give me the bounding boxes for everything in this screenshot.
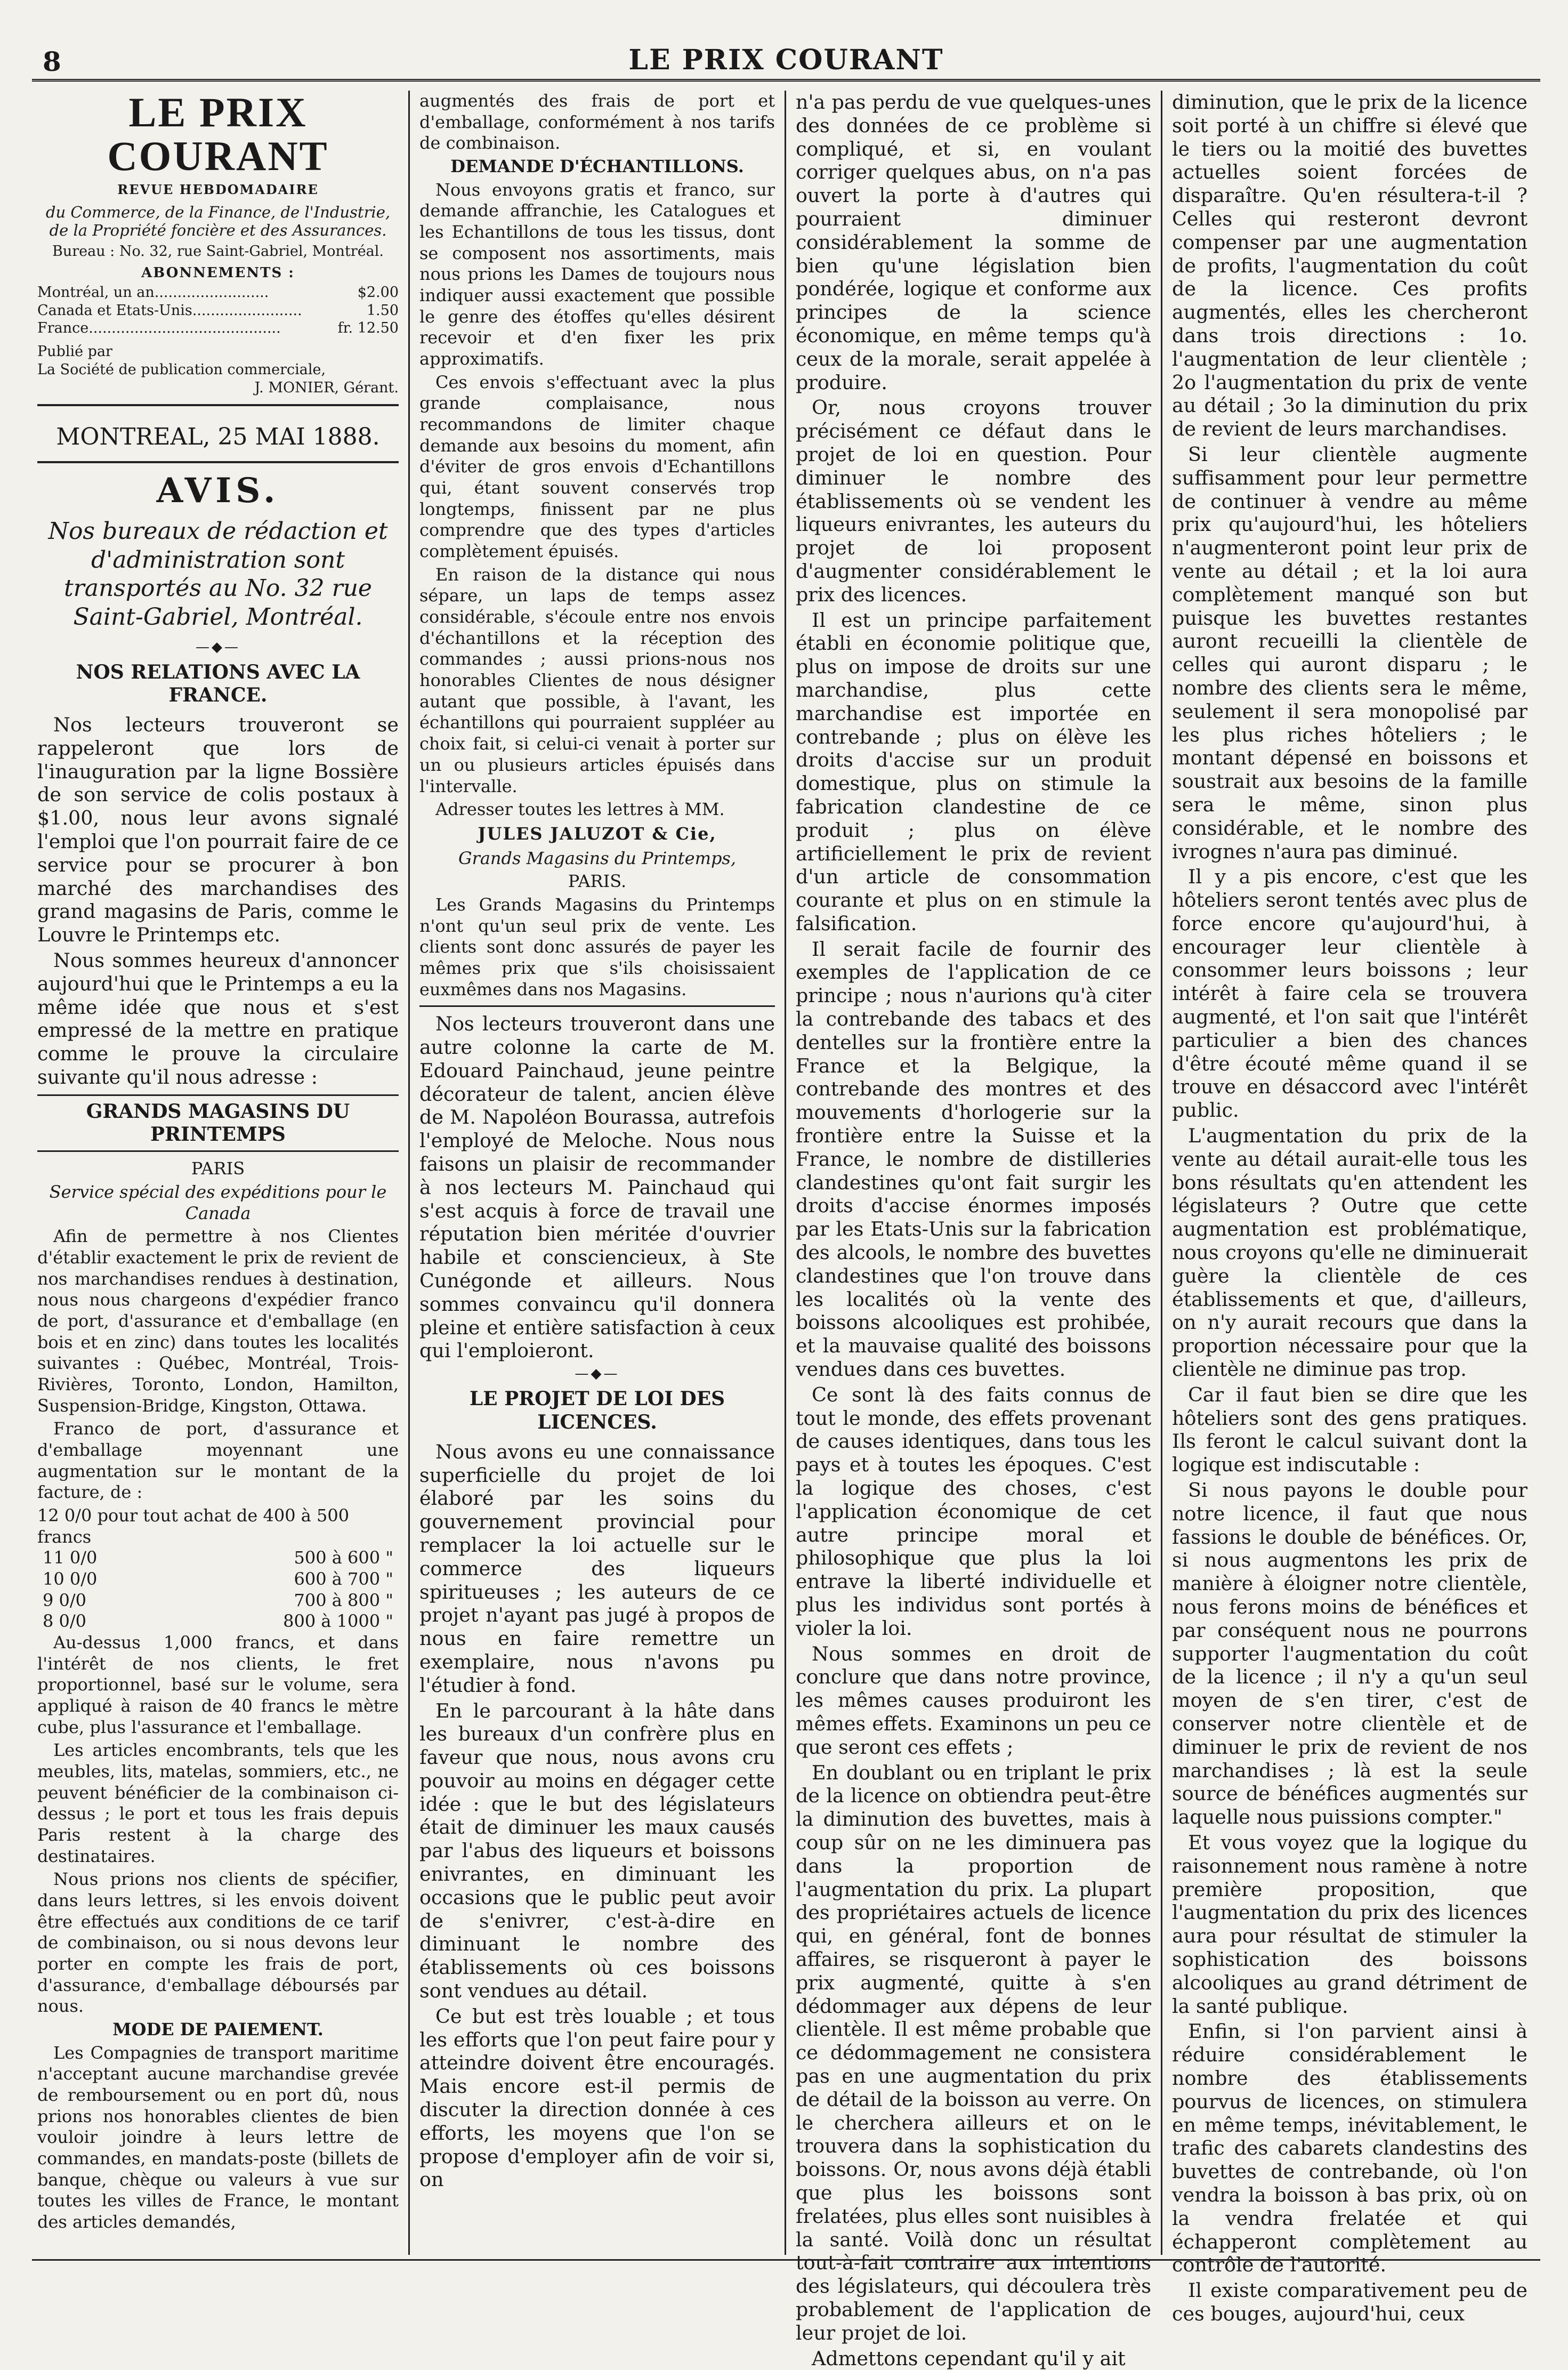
rate-table-row — [37, 1547, 399, 1569]
article-paragraph: Il est un principe parfaitement établi en économie politique que, plus on impose de droits sur une marchandise, plus cette marchandise est importée en contrebande ; plus on élève les droits d'accise sur un produit domestique, plus on stimule la fabrication clandestine de ce produit ; plus on élève artificiellement le prix de revient d'un article de consommation courante et plus on en stimule la falsification. — [796, 609, 1151, 936]
rate-place: Montréal, un an......................... — [37, 284, 269, 302]
rate-range: 500 à 600 " — [294, 1547, 393, 1569]
article-paragraph: Les Grands Magasins du Printemps n'ont qu'un seul prix de vente. Les clients sont donc assurés de payer les mêmes prix que s'ils choisissaient euxmêmes dans nos Magasins. — [419, 894, 775, 1000]
article-paragraph: Nous sommes en droit de conclure que dans notre province, les mêmes causes produiront les mêmes effets. Examinons un peu ce que seront ces effets ; — [796, 1642, 1151, 1759]
separator: —◆— — [419, 1366, 775, 1382]
article-paragraph: Si leur clientèle augmente suffisamment pour leur permettre de continuer à vendre au même prix qu'aujourd'hui, les hôteliers n'augmenteront point leur prix de vente au détail ; et la loi aura complètement manqué son but puisque les buvettes restantes auront recueilli la clientèle de celles qui auront disparu ; le nombre des clients sera le même, seulement il sera monopolisé par les plus riches hôteliers ; le montant dépensé en boissons et soustrait aux besoins de la famille sera le même, sinon plus considérable, et le nombre des ivrognes n'aura pas diminué. — [1172, 443, 1527, 863]
relations-paragraph: Nos lecteurs trouveront se rappeleront que lors de l'inauguration par la ligne Bossière de son service de colis postaux à $1.00, nous leur avons signalé l'emploi que l'on pourrait faire de ce service pour se procurer à bon marché des marchandises des grand magasins de Paris, comme le Louvre le Printemps etc. — [37, 713, 399, 947]
article-paragraph: Ce but est très louable ; et tous les efforts que l'on peut faire pour y atteindre doivent être encouragés. Mais encore est-il permis de discuter la direction donnée à ces efforts, les moyens que l'on se propose d'employer afin de voir si, on — [419, 2005, 775, 2191]
bottom-rule — [32, 2259, 1540, 2261]
grands-paragraph: Franco de port, d'assurance et d'emballage moyennant une augmentation sur le montant de la facture, de : — [37, 1418, 399, 1503]
grands-paragraph: Au-dessus 1,000 francs, et dans l'intérêt de nos clients, le fret proportionnel, basé sur le volume, sera appliqué à raison de 40 francs le mètre cube, plus l'assurance et l'emballage. — [37, 1632, 399, 1738]
rate-place: France.......................................... — [37, 319, 281, 337]
rate-pct: 12 0/0 pour tout achat de 400 à 500 francs — [37, 1505, 399, 1547]
rate-row — [37, 319, 399, 337]
masthead-title: LE PRIX COURANT — [37, 91, 399, 178]
article-paragraph: L'augmentation du prix de la vente au détail aurait-elle tous les bons résultats qu'en attendent les législateurs ? Outre que cette augmentation est problématique, nous croyons qu'elle ne diminuerait guère la clientèle de ces établissements et que, d'ailleurs, on n'y aurait recours que dans la proportion nécessaire pour que la clientèle ne diminue pas trop. — [1172, 1124, 1527, 1381]
avis-title: AVIS. — [37, 471, 399, 512]
column-1 — [32, 91, 408, 2255]
grands-paragraph: Nous prions nos clients de spécifier, dans leurs lettres, si les envois doivent être effectués aux conditions de ce tarif de combinaison, ou si nous devons leur porter en compte les frais de port, d'assurance, d'emballage déboursés par nous. — [37, 1869, 399, 2017]
rate-place: Canada et Etats-Unis........................ — [37, 302, 302, 320]
article-paragraph: Il serait facile de fournir des exemples de l'application de ce principe ; nous n'aurions qu'à citer la contrebande des tabacs et des dentelles sur la frontière entre la France et la Belgique, la contrebande des montres et des mouvements d'horlogerie sur la frontière entre la Suisse et la France, le nombre de distilleries clandestines qu'ont fait surgir les droits d'accise énormes imposés par les Etats-Unis sur la fabrication des alcools, le nombre des buvettes clandestines que l'on trouve dans les localités où la vente des boissons alcooliques est prohibée, et la mauvaise qualité des boissons vendues dans ces buvettes. — [796, 938, 1151, 1381]
rate-price: fr. 12.50 — [338, 319, 399, 337]
rate-pct: 11 0/0 — [43, 1547, 97, 1569]
projet-loi-title: LE PROJET DE LOI DES LICENCES. — [419, 1388, 775, 1433]
rate-table-row — [37, 1505, 399, 1547]
rate-row — [37, 284, 399, 302]
article-paragraph: Si nous payons le double pour notre licence, il faut que nous fassions le double de bénéfices. Or, si nous augmentons les prix de manière à éloigner notre clientèle, nous ferons moins de bénéfices et par conséquent nous ne pourrons supporter l'augmentation du coût de la licence ; il n'y a qu'un seul moyen de s'en tirer, c'est de conserver notre clientèle et de diminuer le prix de revient de nos marchandises ; là est la seule source de bénéfices augmentés sur laquelle nous puissions compter." — [1172, 1479, 1527, 1829]
column-4 — [1161, 91, 1537, 2255]
rate-table-row — [37, 1569, 399, 1590]
column-2 — [408, 91, 785, 2255]
relations-title: NOS RELATIONS AVEC LA FRANCE. — [37, 661, 399, 707]
rate-price: 1.50 — [367, 302, 399, 320]
article-paragraph: Il y a pis encore, c'est que les hôteliers seront tentés avec plus de force encore qu'aujourd'hui, à encourager leur clientèle à consommer leurs boissons ; leur intérêt à faire cela se trouvera augmenté, et l'on sait que l'intérêt particulier a bien des chances d'être écouté même quand il se trouve en désaccord avec l'intérêt public. — [1172, 865, 1527, 1122]
article-paragraph: Admettons cependant qu'il y ait — [796, 2347, 1151, 2370]
mode-paiement-title: MODE DE PAIEMENT. — [37, 2019, 399, 2041]
publisher-info — [37, 343, 399, 397]
grands-city: PARIS — [37, 1158, 399, 1180]
grands-paragraph: Afin de permettre à nos Clientes d'établir exactement le prix de revient de nos marchandises rendues à destination, nous nous chargeons d'expédier franco de port, d'assurance et d'emballage (en bois et en zinc) dans toutes les localités suivantes : Québec, Montréal, Trois-Rivières, Toronto, London, Hamilton, Suspension-Bridge, Kingston, Ottawa. — [37, 1226, 399, 1416]
rate-range: 700 à 800 " — [294, 1590, 393, 1611]
rate-table-row — [37, 1590, 399, 1611]
separator — [419, 1005, 775, 1007]
masthead-description: du Commerce, de la Finance, de l'Industrie, de la Propriété foncière et des Assurances. — [37, 203, 399, 240]
rate-row — [37, 302, 399, 320]
article-paragraph: augmentés des frais de port et d'emballage, conformément à nos tarifs de combinaison. — [419, 91, 775, 154]
article-paragraph: Il existe comparativement peu de ces bouges, aujourd'hui, ceux — [1172, 2279, 1527, 2326]
running-title: LE PRIX COURANT — [32, 44, 1540, 76]
article-paragraph: Car il faut bien se dire que les hôteliers sont des gens pratiques. Ils feront le calcul suivant dont la logique est indiscutable : — [1172, 1383, 1527, 1477]
relations-paragraph: Nous sommes heureux d'annoncer aujourd'hui que le Printemps a eu la même idée que nous et s'est empressé de la mettre en pratique comme le prouve la circulaire suivante qu'il nous adresse : — [37, 949, 399, 1089]
rate-pct: 10 0/0 — [43, 1569, 97, 1590]
column-3 — [785, 91, 1161, 2255]
avis-text: Nos bureaux de rédaction et d'administration sont transportés au No. 32 rue Saint-Gabriel, Montréal. — [37, 517, 399, 632]
page-header — [32, 42, 1540, 82]
article-paragraph: Or, nous croyons trouver précisément ce défaut dans le projet de loi en question. Pour diminuer le nombre des établissements où se vendent les liqueurs enivrantes, les auteurs du projet de loi proposent d'augmenter considérablement le prix des licences. — [796, 396, 1151, 606]
rate-price: $2.00 — [358, 284, 399, 302]
masthead — [37, 91, 399, 406]
rate-table-row — [37, 1611, 399, 1632]
rate-pct: 8 0/0 — [43, 1611, 86, 1632]
publisher-line: La Société de publication commerciale, — [37, 361, 399, 379]
page-number: 8 — [43, 46, 61, 77]
publisher-manager: J. MONIER, Gérant. — [37, 379, 399, 397]
article-paragraph: Nous avons eu une connaissance superficielle du projet de loi élaboré par les soins du gouvernement provincial pour remplacer la loi actuelle sur le commerce des liqueurs spiritueuses ; les auteurs de ce projet n'ayant pas jugé à propos de nous en faire remettre un exemplaire, nous n'avons pu l'étudier à fond. — [419, 1440, 775, 1697]
separator: —◆— — [37, 639, 399, 656]
signature-sub: Grands Magasins du Printemps, — [419, 848, 775, 869]
article-paragraph: En raison de la distance qui nous sépare, un laps de temps assez considérable, s'écoule entre nos envois d'échantillons et la réception des commandes ; aussi prions-nous nos honorables Clientes de nous désigner autant que possible, à l'avant, les échantillons qui pourraient suppléer au choix fait, si celui-ci venait à porter sur un ou plusieurs articles épuisés dans l'intervalle. — [419, 565, 775, 797]
article-paragraph: Ces envois s'effectuant avec la plus grande complaisance, nous recommandons de limiter chaque demande aux besoins du moment, afin d'éviter de gros envois d'Echantillons qui, étant souvent conservés trop longtemps, finissent par ne plus comprendre que des types d'articles complètement épuisés. — [419, 372, 775, 562]
rate-pct: 9 0/0 — [43, 1590, 86, 1611]
dateline: MONTREAL, 25 MAI 1888. — [37, 414, 399, 463]
article-paragraph: Nous envoyons gratis et franco, sur demande affranchie, les Catalogues et les Echantillons de tous les tissus, dont se composent nos assortiments, mais nous prions les Dames de toujours nous indiquer aussi exactement que possible le genre des étoffes qu'elles désirent recevoir et d'en fixer les prix approximatifs. — [419, 180, 775, 370]
article-paragraph: Ce sont là des faits connus de tout le monde, des effets provenant de causes identiques, dans tous les pays et à toutes les époques. C'est la logique des choses, c'est l'application économique de cet autre principe moral et philosophique que plus la loi entrave la liberté individuelle et plus les individus sont portés à violer la loi. — [796, 1383, 1151, 1640]
article-paragraph: Nos lecteurs trouveront dans une autre colonne la carte de M. Edouard Painchaud, jeune peintre décorateur de talent, ancien élève de M. Napoléon Bourassa, autrefois l'employé de Meloche. Nous nous faisons un plaisir de recommander à nos lecteurs M. Painchaud qui s'est acquis à force de travail une réputation bien méritée d'ouvrier habile et consciencieux, à Ste Cunégonde et ailleurs. Nous sommes convaincu qu'il donnera pleine et entière satisfaction à ceux qui l'emploieront. — [419, 1012, 775, 1363]
masthead-office: Bureau : No. 32, rue Saint-Gabriel, Montréal. — [37, 243, 399, 260]
abonnements-label: ABONNEMENTS : — [37, 265, 399, 281]
article-paragraph: En le parcourant à la hâte dans les bureaux d'un confrère plus en faveur que nous, nous avons cru pouvoir au moins en dégager cette idée : que le but des législateurs était de diminuer les maux causés par l'abus des liqueurs et boissons enivrantes, en diminuant les occasions que le public peut avoir de s'enivrer, c'est-à-dire en diminuant le nombre des établissements où ces boissons sont vendues au détail. — [419, 1699, 775, 2003]
publisher-line: Publié par — [37, 343, 399, 361]
echantillons-title: DEMANDE D'ÉCHANTILLONS. — [419, 156, 775, 178]
article-paragraph: Et vous voyez que la logique du raisonnement nous ramène à notre première proposition, que l'augmentation du prix des licences aura pour résultat de stimuler la sophistication des boissons alcooliques au grand détriment de la santé publique. — [1172, 1831, 1527, 2018]
rate-range: 800 à 1000 " — [283, 1611, 393, 1632]
signature: JULES JALUZOT & Cie, — [419, 824, 775, 845]
grands-service: Service spécial des expéditions pour le Canada — [37, 1182, 399, 1224]
article-paragraph: Enfin, si l'on parvient ainsi à réduire considérablement le nombre des établissements pourvus de licences, on stimulera en même temps, inévitablement, le trafic des cabarets clandestins des buvettes de contrebande, où l'on vendra la boisson à bas prix, où on la vendra frelatée et qui échapperont complètement au contrôle de l'autorité. — [1172, 2020, 1527, 2277]
newspaper-columns — [32, 91, 1540, 2255]
article-paragraph: En doublant ou en triplant le prix de la licence on obtiendra peut-être la diminution des buvettes, mais à coup sûr on ne les diminuera pas dans la proportion de l'augmentation du prix. La plupart des propriétaires actuels de licence qui, en général, font de bonnes affaires, se risqueront à payer le prix augmenté, quitte à s'en dédommager aux dépens de leur clientèle. Il est même probable que ce dédommagement ne consistera pas en une augmentation du prix de détail de la boisson au verre. On le cherchera ailleurs et on le trouvera dans la sophistication du boissons. Or, nous avons déjà établi que plus les boissons sont frelatées, plus elles sont nuisibles à la santé. Voilà donc un résultat tout-à-fait contraire aux intentions des législateurs, qui découlera très probablement de l'application de leur projet de loi. — [796, 1761, 1151, 2345]
grands-magasins-title: GRANDS MAGASINS DU PRINTEMPS — [37, 1094, 399, 1152]
grands-paragraph: Les articles encombrants, tels que les meubles, lits, matelas, sommiers, etc., ne peuvent bénéficier de la combinaison ci-dessus ; le port et tous les frais depuis Paris restent à la charge des destinataires. — [37, 1740, 399, 1867]
article-paragraph: diminution, que le prix de la licence soit porté à un chiffre si élevé que le tiers ou la moitié des buvettes actuelles soient forcées de disparaître. Qu'en résultera-t-il ? Celles qui resteront devront compenser par une augmentation de profits, l'augmentation du coût de la licence. Ces profits augmentés, elles les chercheront dans trois directions : 1o. l'augmentation de leur clientèle ; 2o l'augmentation du prix de vente au détail ; 3o la diminution du prix de revient de leurs marchandises. — [1172, 91, 1527, 441]
rate-range: 600 à 700 " — [294, 1569, 393, 1590]
masthead-subtitle: REVUE HEBDOMADAIRE — [37, 182, 399, 198]
article-paragraph: n'a pas perdu de vue quelques-unes des données de ce problème si compliqué, et si, en voulant corriger quelques abus, on n'a pas ouvert la porte à d'autres qui pourraient diminuer considérablement la somme de bien qu'une législation bien pondérée, logique et conforme aux principes de la science économique, en même temps qu'à ceux de la morale, serait appelée à produire. — [796, 91, 1151, 394]
signature-city: PARIS. — [419, 871, 775, 892]
article-paragraph: Adresser toutes les lettres à MM. — [419, 799, 775, 820]
grands-paragraph: Les Compagnies de transport maritime n'acceptant aucune marchandise grevée de remboursement ou en port dû, nous prions nos honorables clientes de bien vouloir joindre à leurs lettre de commandes, en mandats-poste (billets de banque, chèque ou valeurs à vue sur toutes les villes de France, le montant des articles demandés, — [37, 2043, 399, 2233]
